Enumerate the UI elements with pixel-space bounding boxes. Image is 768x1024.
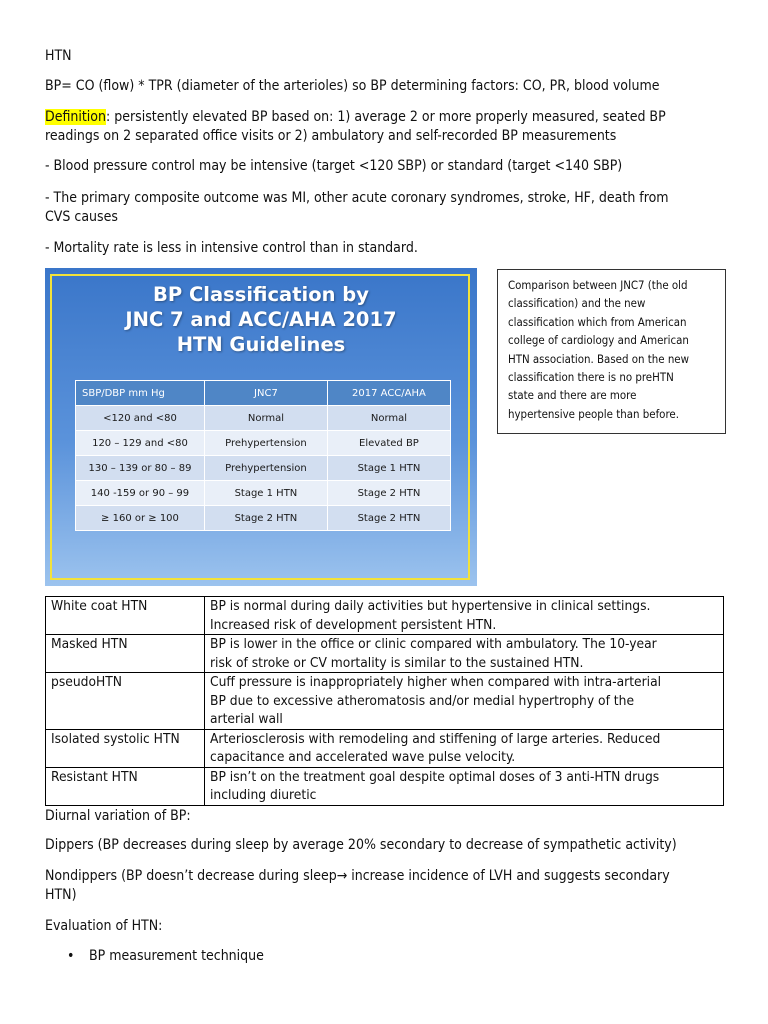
description-line: Increased risk of development persistent HTN. (210, 616, 497, 633)
description-line: including diuretic (210, 787, 317, 803)
section-heading: HTN (45, 48, 72, 64)
comparison-note-box (497, 269, 726, 434)
table-cell: Prehypertension (204, 456, 327, 481)
bullet-icon: • (67, 948, 75, 964)
note-line: Comparison between JNC7 (the old (508, 278, 688, 292)
htn-type-description (205, 729, 724, 767)
table-cell: ≥ 160 or ≥ 100 (76, 506, 205, 531)
nondippers-text-after: increase incidence of LVH and suggests secondary (347, 868, 670, 884)
composite-outcome-line1: - The primary composite outcome was MI, other acute coronary syndromes, stroke, HF, death from (45, 190, 669, 206)
table-row (76, 481, 451, 506)
table-row (76, 406, 451, 431)
nondippers-text-before: Nondippers (BP doesn’t decrease during sleep (45, 868, 337, 884)
evaluation-heading: Evaluation of HTN: (45, 918, 163, 934)
table-cell: 140 -159 or 90 – 99 (76, 481, 205, 506)
table-row (46, 635, 724, 673)
table-row (76, 431, 451, 456)
column-header: JNC7 (204, 381, 327, 406)
description-line: BP is normal during daily activities but hypertensive in clinical settings. (210, 598, 651, 614)
description-line: BP due to excessive atheromatosis and/or medial hypertrophy of the (210, 692, 635, 709)
slide-title-line: HTN Guidelines (176, 333, 346, 356)
table-row (46, 729, 724, 767)
htn-type-term: Resistant HTN (46, 767, 205, 805)
table-row (46, 597, 724, 635)
slide-title-line: JNC 7 and ACC/AHA 2017 (125, 308, 397, 331)
description-line: arterial wall (210, 711, 283, 727)
htn-types-table (45, 596, 724, 806)
description-line: risk of stroke or CV mortality is similar to the sustained HTN. (210, 654, 584, 671)
description-line: BP isn’t on the treatment goal despite optimal doses of 3 anti-HTN drugs (210, 768, 660, 785)
nondippers-paragraph (45, 867, 725, 905)
description-line: capacitance and accelerated wave pulse velocity. (210, 749, 516, 765)
definition-paragraph (45, 108, 725, 146)
htn-type-description (205, 767, 724, 805)
table-row (46, 767, 724, 805)
table-cell: Normal (204, 406, 327, 431)
note-line: state and there are more (508, 388, 637, 403)
classification-table (75, 380, 451, 531)
htn-type-description (205, 597, 724, 635)
table-cell: Stage 1 HTN (204, 481, 327, 506)
mortality-point: - Mortality rate is less in intensive control than in standard. (45, 240, 418, 256)
note-line: classification) and the new (508, 296, 646, 311)
dippers-text: Dippers (BP decreases during sleep by average 20% secondary to decrease of sympathetic activity) (45, 837, 677, 853)
note-line: college of cardiology and American (508, 333, 689, 348)
composite-outcome-point (45, 189, 725, 227)
table-cell: Stage 2 HTN (327, 481, 450, 506)
table-cell: Elevated BP (327, 431, 450, 456)
nondippers-text-line2: HTN) (45, 887, 77, 903)
table-cell: Stage 1 HTN (327, 456, 450, 481)
column-header: SBP/DBP mm Hg (76, 381, 205, 406)
htn-type-term: Isolated systolic HTN (46, 729, 205, 767)
table-cell: Stage 2 HTN (204, 506, 327, 531)
htn-type-description (205, 673, 724, 730)
description-line: Cuff pressure is inappropriately higher when compared with intra-arterial (210, 674, 662, 690)
note-line: HTN association. Based on the new (508, 351, 689, 366)
table-cell: Normal (327, 406, 450, 431)
diurnal-heading: Diurnal variation of BP: (45, 808, 191, 824)
htn-type-term: White coat HTN (46, 597, 205, 635)
description-line: Arteriosclerosis with remodeling and stiffening of large arteries. Reduced (210, 730, 661, 747)
description-line: BP is lower in the office or clinic compared with ambulatory. The 10-year (210, 636, 657, 652)
list-item (67, 947, 264, 966)
arrow-right-icon: → (336, 868, 348, 884)
bp-control-point: - Blood pressure control may be intensive (target <120 SBP) or standard (target <140 SBP) (45, 158, 623, 174)
table-row (76, 506, 451, 531)
htn-type-term: Masked HTN (46, 635, 205, 673)
table-row (76, 456, 451, 481)
table-cell: 130 – 139 or 80 – 89 (76, 456, 205, 481)
definition-text-line2: readings on 2 separated office visits or 2) ambulatory and self-recorded BP measurements (45, 128, 617, 144)
htn-type-description (205, 635, 724, 673)
bp-formula-text: BP= CO (flow) * TPR (diameter of the arterioles) so BP determining factors: CO, PR, blood volume (45, 78, 660, 94)
slide-title-line: BP Classification by (153, 283, 369, 306)
table-cell: Stage 2 HTN (327, 506, 450, 531)
definition-highlight: Definition (45, 109, 106, 125)
bp-classification-slide (45, 268, 477, 586)
column-header: 2017 ACC/AHA (327, 381, 450, 406)
definition-text-line1: : persistently elevated BP based on: 1) average 2 or more properly measured, seated BP (106, 109, 666, 125)
slide-title (45, 282, 477, 357)
note-line: hypertensive people than before. (508, 406, 679, 421)
note-line: classification which from American (508, 314, 687, 329)
table-cell: Prehypertension (204, 431, 327, 456)
list-item-text: BP measurement technique (89, 948, 264, 964)
composite-outcome-line2: CVS causes (45, 209, 118, 225)
table-cell: <120 and <80 (76, 406, 205, 431)
table-row (46, 673, 724, 730)
table-cell: 120 – 129 and <80 (76, 431, 205, 456)
htn-type-term: pseudoHTN (46, 673, 205, 730)
note-line: classification there is no preHTN (508, 370, 674, 385)
